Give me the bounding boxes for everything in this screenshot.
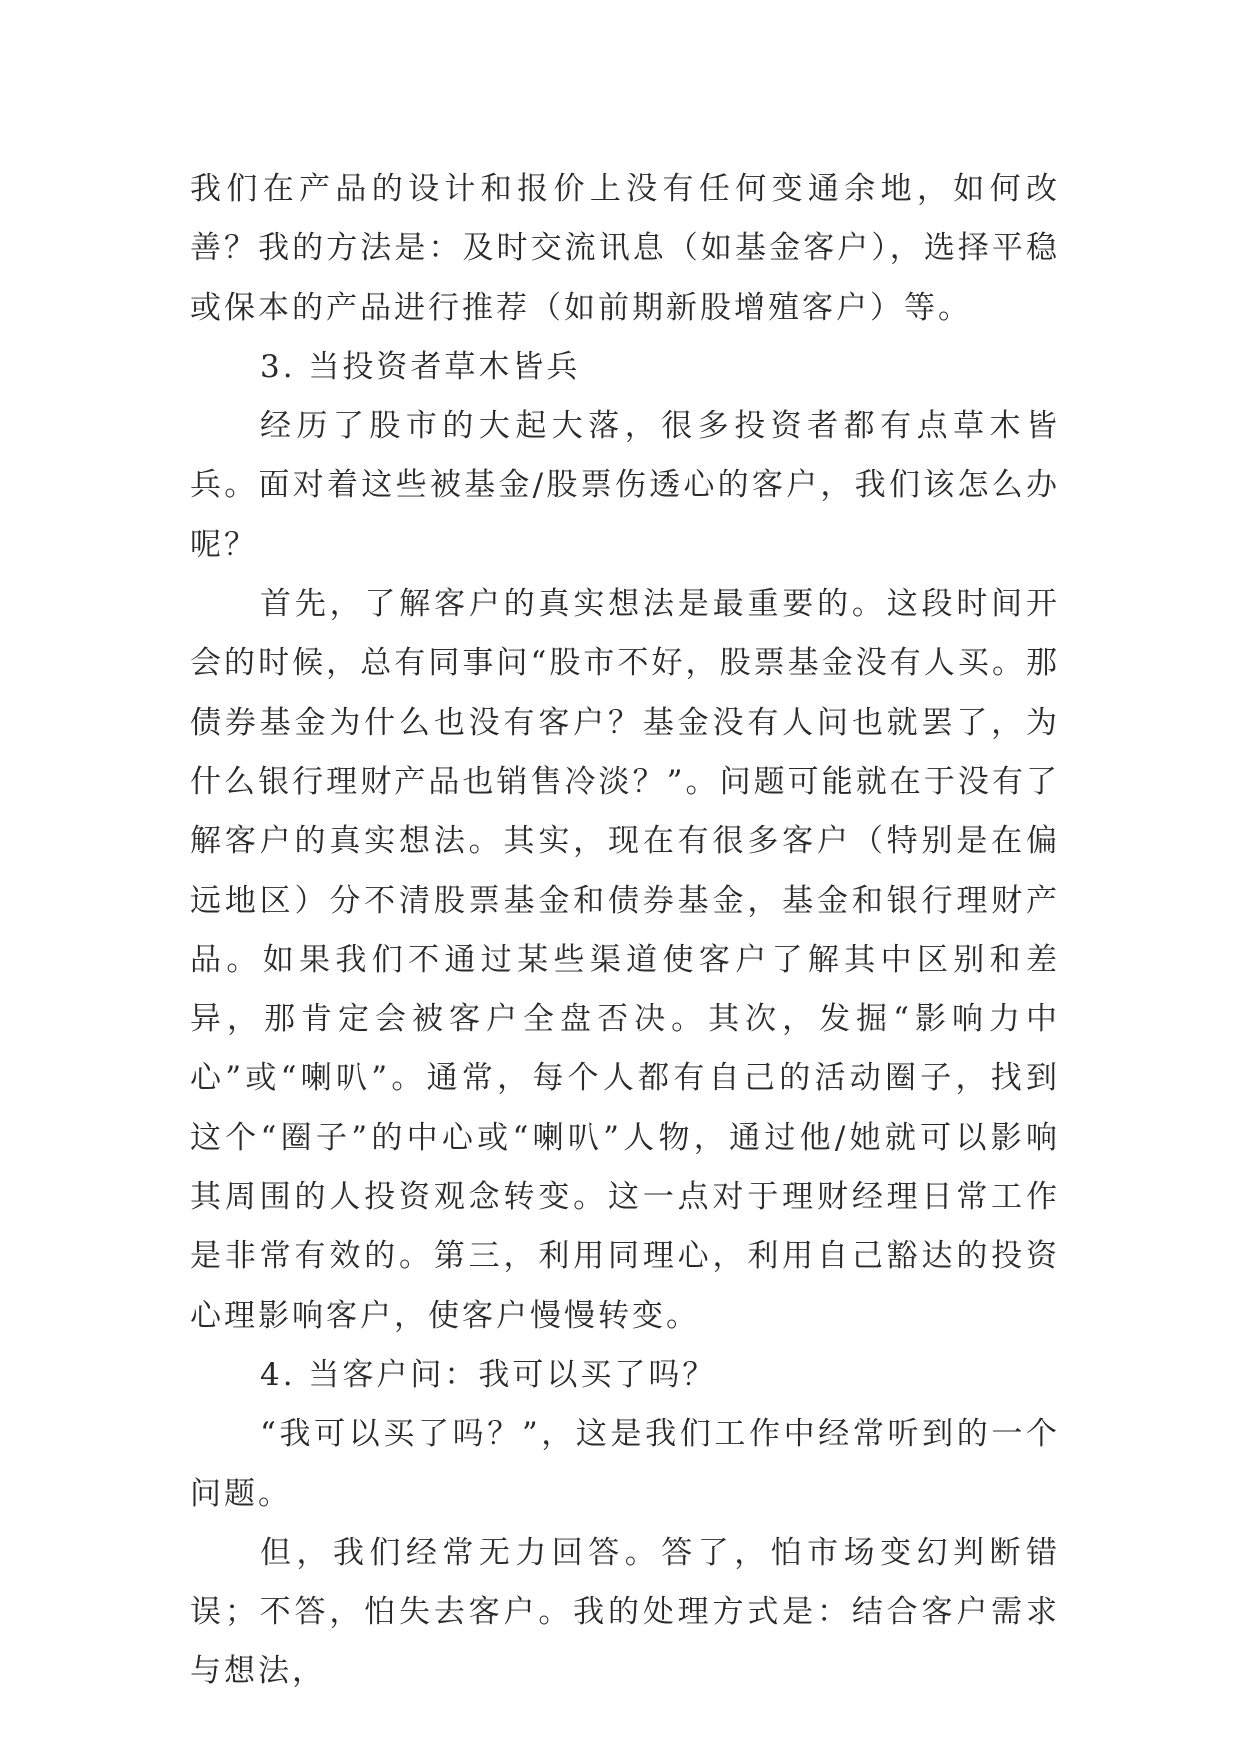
paragraph: “我可以买了吗？”，这是我们工作中经常听到的一个问题。	[190, 1416, 1060, 1512]
section-heading-4: 4. 当客户问：我可以买了吗？	[260, 1356, 717, 1393]
paragraph-continuation: 我们在产品的设计和报价上没有任何变通余地，如何改善？我的方法是：及时交流讯息（如基金客户），选择平稳或保本的产品进行推荐（如前期新股增殖客户）等。	[190, 171, 1060, 326]
section-heading-3: 3. 当投资者草木皆兵	[260, 348, 581, 385]
paragraph: 经历了股市的大起大落，很多投资者都有点草木皆兵。面对着这些被基金/股票伤透心的客户，我们该怎么办呢？	[190, 408, 1060, 563]
document-body	[190, 160, 1060, 1702]
paragraph: 但，我们经常无力回答。答了，怕市场变幻判断错误；不答，怕失去客户。我的处理方式是：结合客户需求与想法，	[190, 1534, 1060, 1690]
paragraph: 首先，了解客户的真实想法是最重要的。这段时间开会的时候，总有同事问“股市不好，股票基金没有人买。那债券基金为什么也没有客户？基金没有人问也就罢了，为什么银行理财产品也销售冷淡？”。问题可能就在于没有了解客户的真实想法。其实，现在有很多客户（特别是在偏远地区）分不清股票基金和债券基金，基金和银行理财产品。如果我们不通过某些渠道使客户了解其中区别和差异，那肯定会被客户全盘否决。其次，发掘“影响力中心”或“喇叭”。通常，每个人都有自己的活动圈子，找到这个“圈子”的中心或“喇叭”人物，通过他/她就可以影响其周围的人投资观念转变。这一点对于理财经理日常工作是非常有效的。第三，利用同理心，利用自己豁达的投资心理影响客户，使客户慢慢转变。	[190, 586, 1060, 1334]
